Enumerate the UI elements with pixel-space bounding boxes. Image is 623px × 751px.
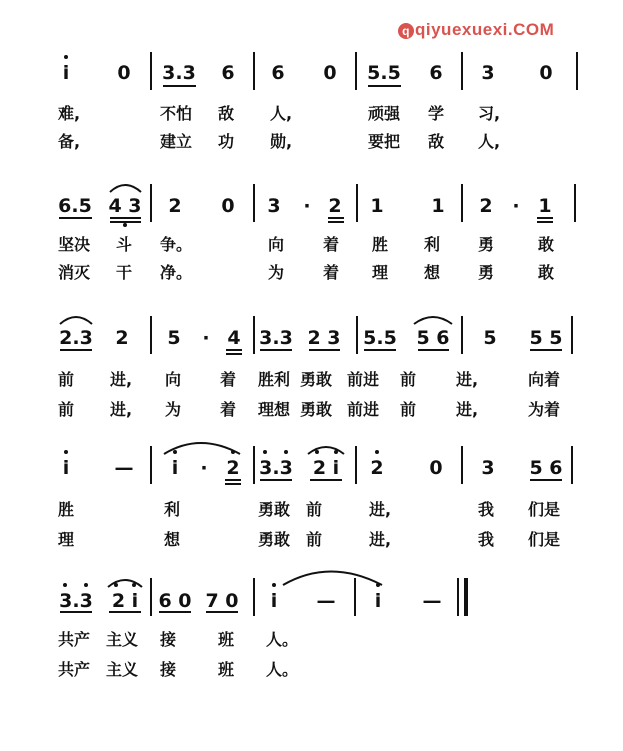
- lyric: 主义: [106, 630, 139, 649]
- lyric: 利: [424, 235, 441, 254]
- note: 6: [271, 62, 285, 84]
- lyric: 向: [165, 370, 182, 389]
- lyric: 人。: [266, 660, 299, 679]
- octave-dot: [284, 450, 288, 454]
- lyric: 为: [165, 400, 182, 419]
- note: 5 6: [416, 327, 450, 349]
- slur: [308, 447, 344, 454]
- note: 1: [431, 195, 445, 217]
- lyric: 进,: [110, 370, 133, 389]
- note: —: [114, 457, 134, 479]
- slur: [283, 572, 382, 586]
- lyric: 着: [323, 263, 340, 282]
- note: 2: [168, 195, 182, 217]
- lyric: 前: [58, 370, 75, 389]
- lyric: 胜利: [258, 370, 291, 389]
- note: 2.3: [59, 327, 93, 349]
- lyric: 着: [220, 370, 237, 389]
- note: 3: [481, 457, 495, 479]
- lyric: 功: [218, 132, 235, 151]
- lyric: 前: [58, 400, 75, 419]
- note: ·: [202, 327, 210, 349]
- note: i: [171, 457, 179, 479]
- note: 1: [370, 195, 384, 217]
- lyric: 争。: [160, 235, 193, 254]
- note: 2: [226, 457, 240, 479]
- octave-dot: [173, 450, 177, 454]
- lyric: 想: [164, 530, 181, 549]
- lyric: 备,: [58, 132, 81, 151]
- octave-dot: [263, 450, 267, 454]
- note: 2: [370, 457, 384, 479]
- note: i: [62, 62, 70, 84]
- note: 3.3: [259, 457, 293, 479]
- lyric: 班: [218, 630, 235, 649]
- lyric: 们是: [528, 500, 561, 519]
- lyric: 理想: [258, 400, 291, 419]
- lyric: 班: [218, 660, 235, 679]
- note: ·: [200, 457, 208, 479]
- lyric: 勇敢: [300, 400, 333, 419]
- note: 5 5: [529, 327, 563, 349]
- lyric: 敌: [218, 104, 235, 123]
- lyric: 进,: [110, 400, 133, 419]
- octave-dot: [63, 583, 67, 587]
- lyric: 理: [372, 263, 389, 282]
- lyric: 向: [268, 235, 285, 254]
- slur: [108, 580, 142, 587]
- lyric: 进,: [369, 500, 392, 519]
- lyric: 前: [306, 500, 323, 519]
- lyric: 人,: [270, 104, 293, 123]
- note: 5.5: [363, 327, 397, 349]
- note: 5: [167, 327, 181, 349]
- note: 3: [481, 62, 495, 84]
- lyric: 人,: [478, 132, 501, 151]
- octave-dot: [231, 450, 235, 454]
- lyric: 勇敢: [258, 530, 291, 549]
- note: 2: [115, 327, 129, 349]
- lyric: 进,: [456, 370, 479, 389]
- octave-dot: [272, 583, 276, 587]
- lyric: 进,: [369, 530, 392, 549]
- note: 4 3: [108, 195, 142, 217]
- lyric: 敌: [428, 132, 445, 151]
- slur: [60, 317, 92, 324]
- lyric: 我: [478, 500, 495, 519]
- lyric: 进,: [456, 400, 479, 419]
- note: 3: [267, 195, 281, 217]
- lyric: 净。: [160, 263, 193, 282]
- note: 4: [227, 327, 241, 349]
- lyric: 难,: [58, 104, 81, 123]
- lyric: 主义: [106, 660, 139, 679]
- octave-dot: [334, 450, 338, 454]
- lyric: 想: [424, 263, 441, 282]
- lyric: 人。: [266, 630, 299, 649]
- note: 2 i: [312, 457, 340, 479]
- lyric: 向着: [528, 370, 561, 389]
- note: ·: [512, 195, 520, 217]
- lyric: 不怕: [160, 104, 193, 123]
- note: 0: [323, 62, 337, 84]
- octave-dot: [315, 450, 319, 454]
- note: 2: [479, 195, 493, 217]
- octave-dot: [375, 450, 379, 454]
- note: i: [374, 590, 382, 612]
- lyric: 为: [268, 263, 285, 282]
- lyric: 要把: [368, 132, 401, 151]
- octave-dot: [64, 450, 68, 454]
- octave-dot: [376, 583, 380, 587]
- note: i: [62, 457, 70, 479]
- note: 2 i: [111, 590, 139, 612]
- note: i: [270, 590, 278, 612]
- watermark-q-icon: q: [398, 23, 414, 39]
- lyric: 顽强: [368, 104, 401, 123]
- note: 5 6: [529, 457, 563, 479]
- note: 7 0: [205, 590, 239, 612]
- octave-dot: [114, 583, 118, 587]
- lyric: 敢: [538, 263, 555, 282]
- octave-dot-low: [123, 223, 127, 227]
- lyric: 着: [323, 235, 340, 254]
- note: 2 3: [307, 327, 341, 349]
- lyric: 共产: [58, 630, 91, 649]
- lyric: 勋,: [270, 132, 293, 151]
- note: 0: [221, 195, 235, 217]
- note: ·: [303, 195, 311, 217]
- lyric: 学: [428, 104, 445, 123]
- lyric: 消灭: [58, 263, 91, 282]
- watermark-text: qiyuexuexi.COM: [415, 20, 555, 39]
- lyric: 接: [160, 660, 177, 679]
- lyric: 共产: [58, 660, 91, 679]
- note: 6: [221, 62, 235, 84]
- note: 5.5: [367, 62, 401, 84]
- lyric: 坚决: [58, 235, 91, 254]
- lyric: 为着: [528, 400, 561, 419]
- note: 2: [328, 195, 342, 217]
- note: —: [422, 590, 442, 612]
- slur: [414, 317, 452, 324]
- octave-dot: [64, 55, 68, 59]
- lyric: 建立: [160, 132, 193, 151]
- note: 6.5: [58, 195, 92, 217]
- lyric: 利: [164, 500, 181, 519]
- lyric: 前进: [347, 370, 380, 389]
- lyric: 胜: [58, 500, 75, 519]
- octave-dot: [84, 583, 88, 587]
- lyric: 斗: [116, 235, 133, 254]
- note: 3.3: [259, 327, 293, 349]
- lyric: 勇: [478, 263, 495, 282]
- lyric: 前: [400, 400, 417, 419]
- octave-dot: [132, 583, 136, 587]
- lyric: 我: [478, 530, 495, 549]
- lyric: 前: [400, 370, 417, 389]
- lyric: 敢: [538, 235, 555, 254]
- slur: [110, 185, 141, 192]
- lyric: 习,: [478, 104, 501, 123]
- note: 6 0: [158, 590, 192, 612]
- lyric: 着: [220, 400, 237, 419]
- note: 5: [483, 327, 497, 349]
- lyric: 勇敢: [258, 500, 291, 519]
- note: 3.3: [162, 62, 196, 84]
- lyric: 胜: [372, 235, 389, 254]
- lyric: 前: [306, 530, 323, 549]
- note: 0: [117, 62, 131, 84]
- lyric: 前进: [347, 400, 380, 419]
- lyric: 接: [160, 630, 177, 649]
- lyric: 理: [58, 530, 75, 549]
- note: 3.3: [59, 590, 93, 612]
- lyric: 勇敢: [300, 370, 333, 389]
- note: 6: [429, 62, 443, 84]
- note: 0: [539, 62, 553, 84]
- note: —: [316, 590, 336, 612]
- note: 0: [429, 457, 443, 479]
- note: 1: [538, 195, 552, 217]
- lyric: 勇: [478, 235, 495, 254]
- lyric: 干: [116, 263, 133, 282]
- lyric: 们是: [528, 530, 561, 549]
